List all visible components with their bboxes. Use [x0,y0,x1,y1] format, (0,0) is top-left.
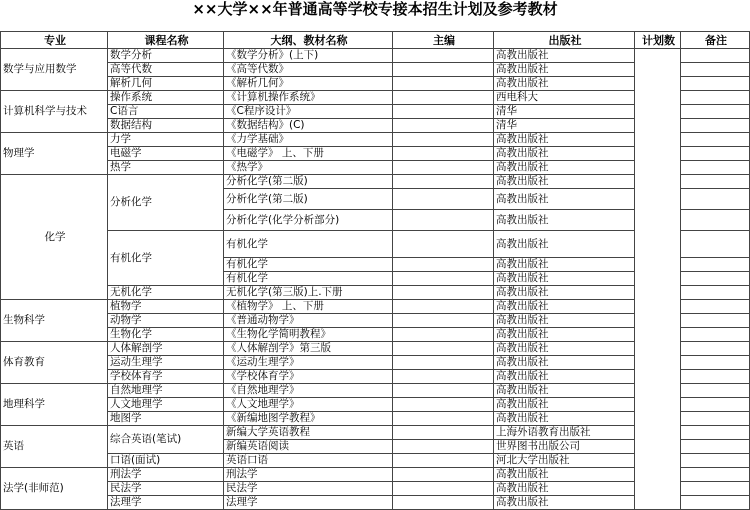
textbook-cell: 英语口语 [224,454,393,468]
textbook-cell: 《热学》 [224,161,393,175]
publisher-cell: 高教出版社 [494,258,635,272]
editor-cell [393,210,494,231]
course-cell: 植物学 [108,300,224,314]
remarks-cell [681,77,750,91]
textbook-cell: 分析化学(化学分析部分) [224,210,393,231]
editor-cell [393,342,494,356]
editor-cell [393,300,494,314]
editor-cell [393,258,494,272]
remarks-cell [681,258,750,272]
textbook-cell: 《解析几何》 [224,77,393,91]
major-cell: 生物科学 [1,300,108,342]
editor-cell [393,328,494,342]
textbook-cell: 分析化学(第二版) [224,175,393,189]
remarks-cell [681,342,750,356]
header-publisher: 出版社 [494,32,635,49]
textbook-cell: 有机化学 [224,272,393,286]
header-course: 课程名称 [108,32,224,49]
course-cell: C语言 [108,105,224,119]
course-cell: 运动生理学 [108,356,224,370]
course-cell: 分析化学 [108,175,224,231]
remarks-cell [681,63,750,77]
editor-cell [393,412,494,426]
textbook-cell: 《C程序设计》 [224,105,393,119]
textbook-cell: 《学校体育学》 [224,370,393,384]
course-cell: 操作系统 [108,91,224,105]
publisher-cell: 清华 [494,105,635,119]
remarks-cell [681,49,750,63]
remarks-cell [681,210,750,231]
remarks-cell [681,300,750,314]
editor-cell [393,454,494,468]
publisher-cell: 上海外语教育出版社 [494,426,635,440]
header-editor: 主编 [393,32,494,49]
textbook-cell: 无机化学(第三版)上.下册 [224,286,393,300]
remarks-cell [681,119,750,133]
textbook-cell: 《计算机操作系统》 [224,91,393,105]
editor-cell [393,161,494,175]
publisher-cell: 高教出版社 [494,286,635,300]
enrollment-table [0,31,750,510]
textbook-cell: 《数据结构》(C) [224,119,393,133]
publisher-cell: 高教出版社 [494,272,635,286]
publisher-cell: 高教出版社 [494,356,635,370]
remarks-cell [681,328,750,342]
quota-cell [635,49,681,510]
editor-cell [393,49,494,63]
textbook-cell: 新编大学英语教程 [224,426,393,440]
remarks-cell [681,286,750,300]
remarks-cell [681,384,750,398]
remarks-cell [681,468,750,482]
remarks-cell [681,314,750,328]
editor-cell [393,105,494,119]
editor-cell [393,272,494,286]
remarks-cell [681,272,750,286]
editor-cell [393,119,494,133]
course-cell: 热学 [108,161,224,175]
textbook-cell: 《新编地图学教程》 [224,412,393,426]
textbook-cell: 刑法学 [224,468,393,482]
textbook-cell: 法理学 [224,496,393,510]
textbook-cell: 《力学基础》 [224,133,393,147]
remarks-cell [681,189,750,210]
textbook-cell: 《普通动物学》 [224,314,393,328]
publisher-cell: 高教出版社 [494,370,635,384]
publisher-cell: 清华 [494,119,635,133]
table-row [1,49,750,63]
course-cell: 电磁学 [108,147,224,161]
publisher-cell: 高教出版社 [494,49,635,63]
course-cell: 生物化学 [108,328,224,342]
publisher-cell: 高教出版社 [494,468,635,482]
remarks-cell [681,454,750,468]
textbook-cell: 分析化学(第二版) [224,189,393,210]
editor-cell [393,440,494,454]
publisher-cell: 高教出版社 [494,496,635,510]
textbook-cell: 《电磁学》 上、下册 [224,147,393,161]
course-cell: 数据结构 [108,119,224,133]
remarks-cell [681,398,750,412]
header-remarks: 备注 [681,32,750,49]
remarks-cell [681,482,750,496]
editor-cell [393,286,494,300]
course-cell: 民法学 [108,482,224,496]
publisher-cell: 高教出版社 [494,328,635,342]
textbook-cell: 《人体解剖学》第三版 [224,342,393,356]
editor-cell [393,91,494,105]
remarks-cell [681,412,750,426]
publisher-cell: 高教出版社 [494,175,635,189]
editor-cell [393,175,494,189]
publisher-cell: 高教出版社 [494,133,635,147]
publisher-cell: 高教出版社 [494,63,635,77]
editor-cell [393,370,494,384]
remarks-cell [681,231,750,258]
textbook-cell: 《自然地理学》 [224,384,393,398]
remarks-cell [681,91,750,105]
publisher-cell: 高教出版社 [494,314,635,328]
remarks-cell [681,147,750,161]
remarks-cell [681,440,750,454]
publisher-cell: 高教出版社 [494,161,635,175]
textbook-cell: 民法学 [224,482,393,496]
header-quota: 计划数 [635,32,681,49]
editor-cell [393,496,494,510]
course-cell: 解析几何 [108,77,224,91]
remarks-cell [681,370,750,384]
header-textbook: 大纲、教材名称 [224,32,393,49]
header-row [1,32,750,49]
editor-cell [393,384,494,398]
textbook-cell: 有机化学 [224,231,393,258]
remarks-cell [681,133,750,147]
major-cell: 计算机科学与技术 [1,91,108,133]
editor-cell [393,314,494,328]
textbook-cell: 《数学分析》(上下) [224,49,393,63]
course-cell: 自然地理学 [108,384,224,398]
textbook-cell: 《生物化学简明教程》 [224,328,393,342]
major-cell: 法学(非师范) [1,468,108,510]
course-cell: 学校体育学 [108,370,224,384]
publisher-cell: 高教出版社 [494,342,635,356]
editor-cell [393,398,494,412]
textbook-cell: 有机化学 [224,258,393,272]
editor-cell [393,426,494,440]
major-cell: 地理科学 [1,384,108,426]
course-cell: 高等代数 [108,63,224,77]
course-cell: 地图学 [108,412,224,426]
course-cell: 口语(面试) [108,454,224,468]
major-cell: 体育教育 [1,342,108,384]
remarks-cell [681,356,750,370]
publisher-cell: 高教出版社 [494,231,635,258]
remarks-cell [681,496,750,510]
remarks-cell [681,105,750,119]
major-cell: 数学与应用数学 [1,49,108,91]
editor-cell [393,189,494,210]
course-cell: 有机化学 [108,231,224,286]
header-major: 专业 [1,32,108,49]
publisher-cell: 高教出版社 [494,398,635,412]
publisher-cell: 高教出版社 [494,210,635,231]
course-cell: 综合英语(笔试) [108,426,224,454]
editor-cell [393,133,494,147]
editor-cell [393,147,494,161]
course-cell: 人体解剖学 [108,342,224,356]
course-cell: 数学分析 [108,49,224,63]
publisher-cell: 世界图书出版公司 [494,440,635,454]
editor-cell [393,356,494,370]
editor-cell [393,482,494,496]
editor-cell [393,63,494,77]
course-cell: 人文地理学 [108,398,224,412]
course-cell: 力学 [108,133,224,147]
publisher-cell: 高教出版社 [494,147,635,161]
textbook-cell: 《运动生理学》 [224,356,393,370]
course-cell: 法理学 [108,496,224,510]
course-cell: 刑法学 [108,468,224,482]
textbook-cell: 新编英语阅读 [224,440,393,454]
editor-cell [393,77,494,91]
textbook-cell: 《高等代数》 [224,63,393,77]
publisher-cell: 高教出版社 [494,482,635,496]
publisher-cell: 高教出版社 [494,77,635,91]
publisher-cell: 高教出版社 [494,300,635,314]
publisher-cell: 高教出版社 [494,384,635,398]
document-title: ××大学××年普通高等学校专接本招生计划及参考教材 [192,0,558,18]
publisher-cell: 高教出版社 [494,189,635,210]
course-cell: 动物学 [108,314,224,328]
editor-cell [393,231,494,258]
remarks-cell [681,426,750,440]
textbook-cell: 《人文地理学》 [224,398,393,412]
publisher-cell: 河北大学出版社 [494,454,635,468]
remarks-cell [681,161,750,175]
major-cell: 英语 [1,426,108,468]
publisher-cell: 西电科大 [494,91,635,105]
course-cell: 无机化学 [108,286,224,300]
remarks-cell [681,175,750,189]
major-cell: 物理学 [1,133,108,175]
major-cell: 化学 [1,175,108,300]
textbook-cell: 《植物学》 上、下册 [224,300,393,314]
editor-cell [393,468,494,482]
publisher-cell: 高教出版社 [494,412,635,426]
